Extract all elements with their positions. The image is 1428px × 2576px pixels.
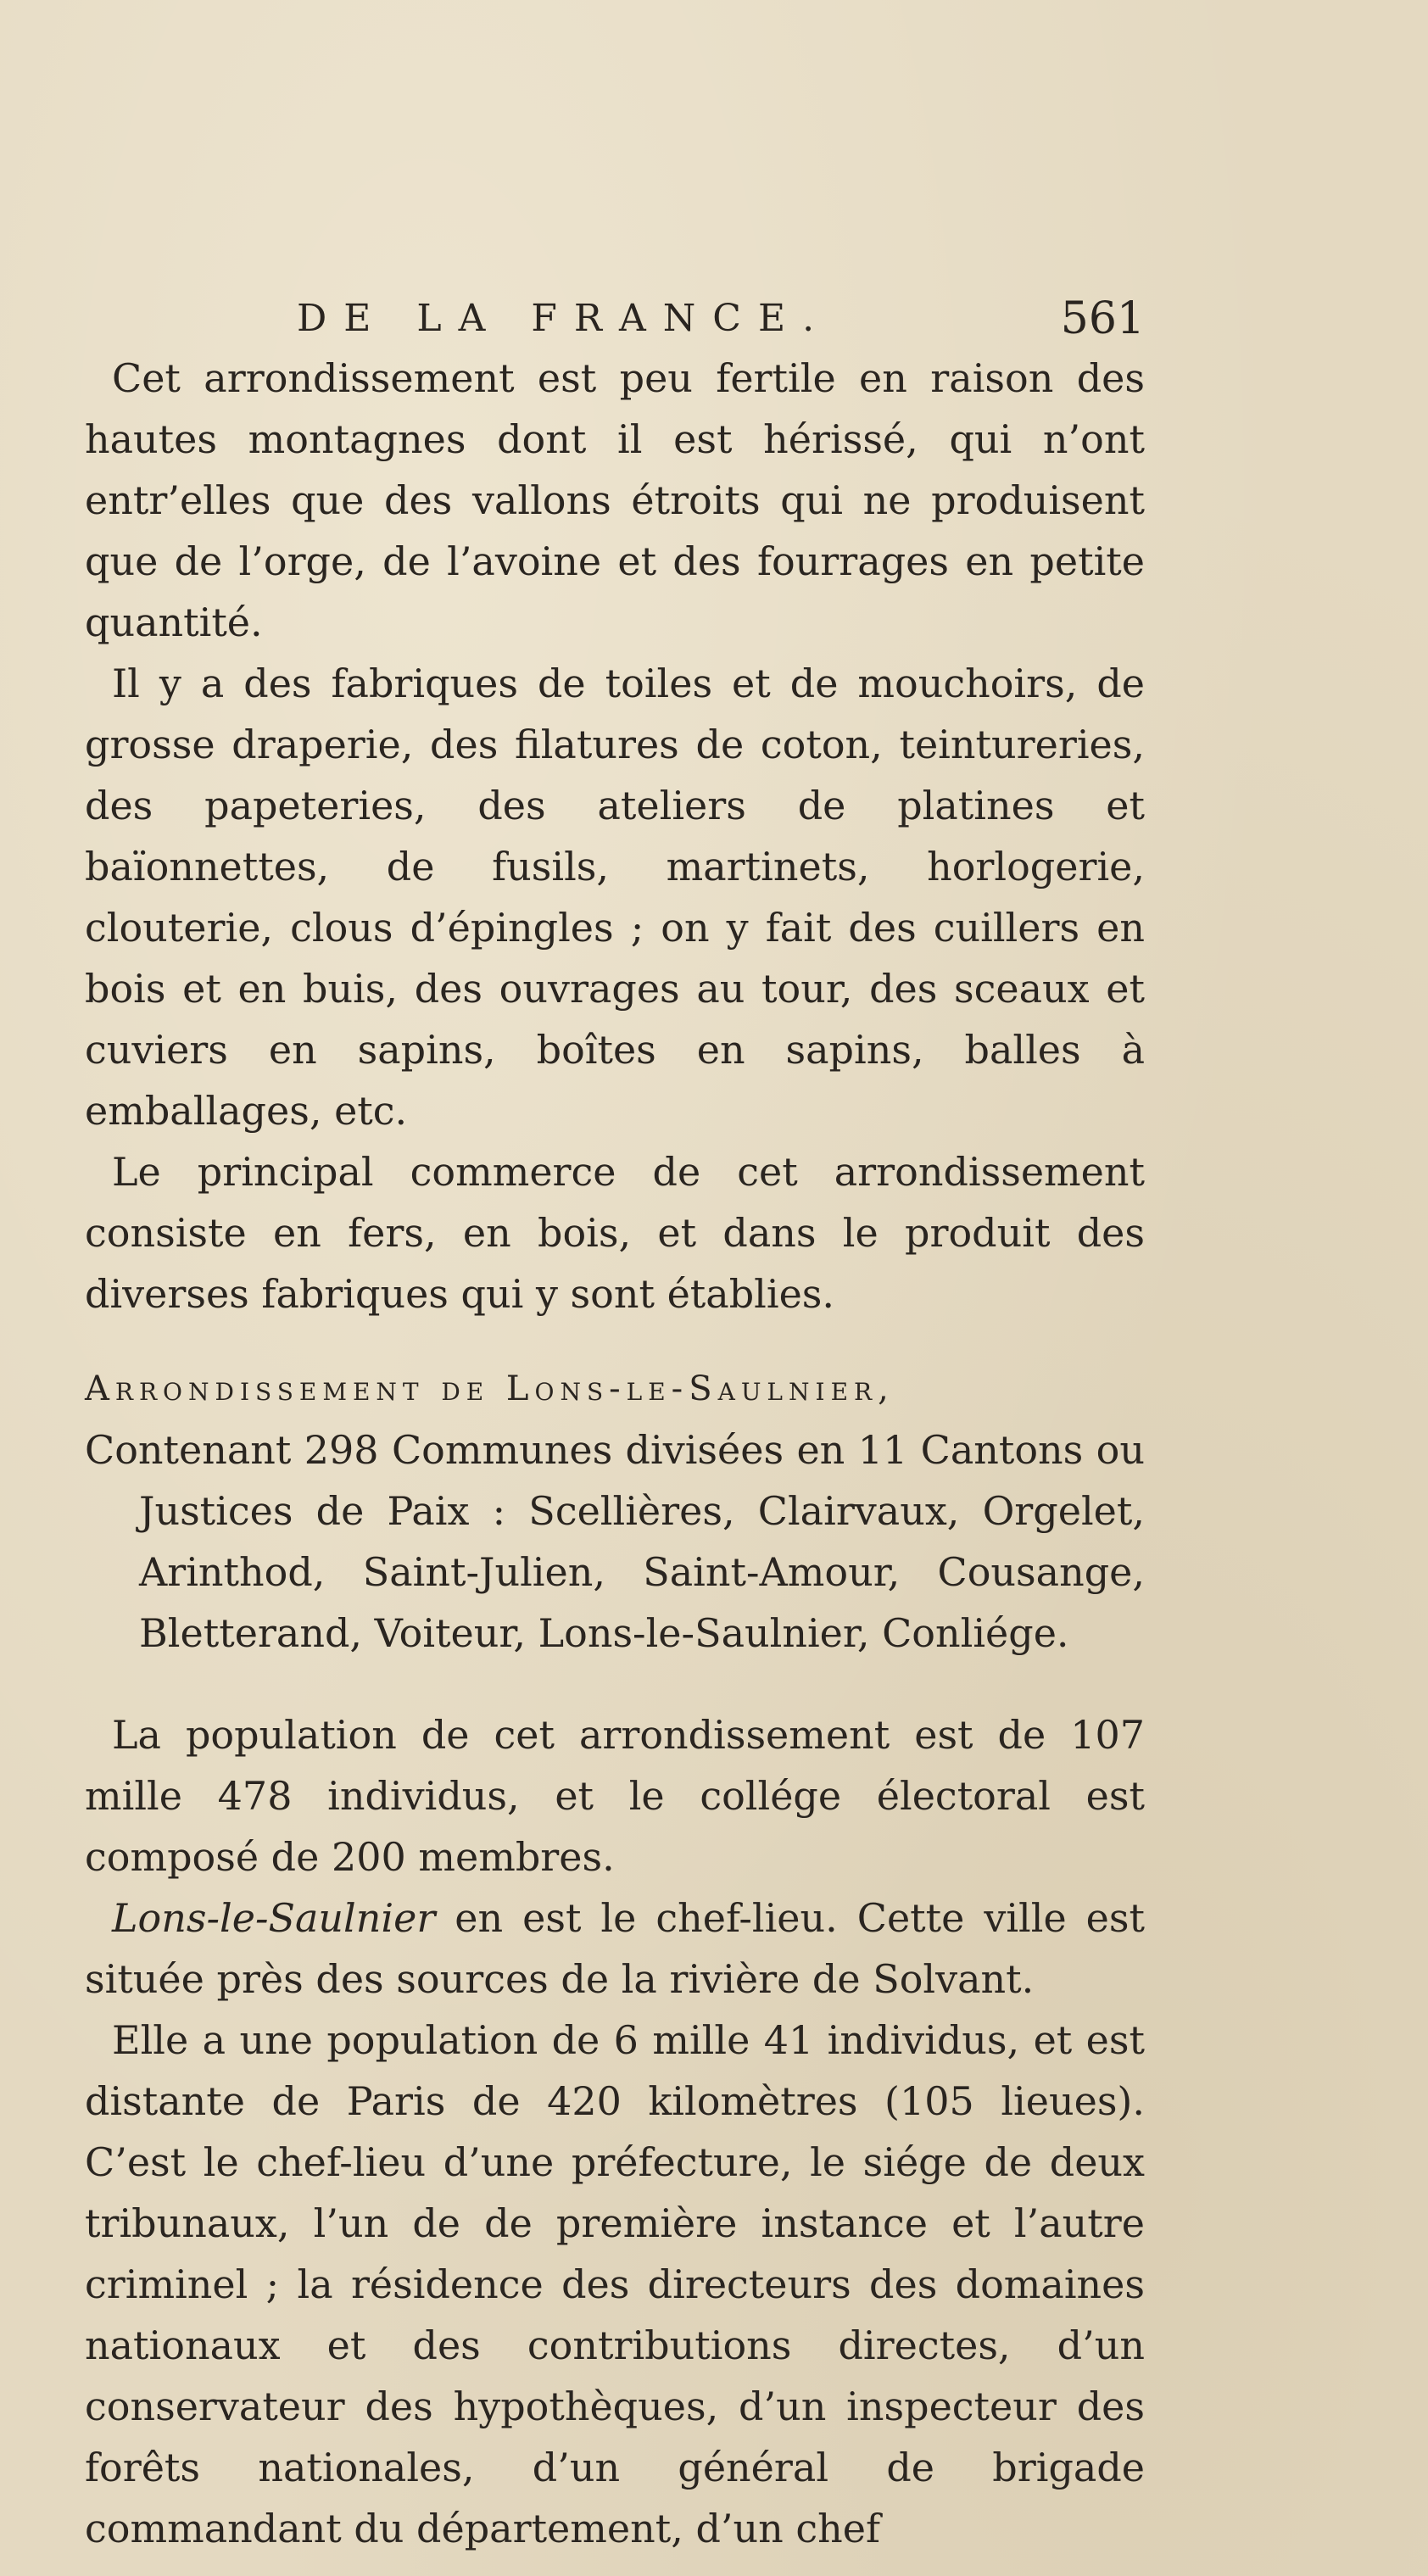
town-name-italic: Lons-le-Saulnier <box>112 1895 436 1941</box>
paragraph-commerce: Le principal commerce de cet arrondissement consiste en fers, en bois, et dans le produit des diverses fabriques qui y sont établies. <box>85 1149 1145 1317</box>
paragraph-cantons: Contenant 298 Communes divisées en 11 Cantons ou Justices de Paix : Scellières, Clairvaux, Orgelet, Arinthod, Saint-Julien, Saint-Amour, Cousange, Bletterand, Voiteur, Lons-le-Saulnier, Conliége. <box>85 1427 1145 1656</box>
paragraph-fertility: Cet arrondissement est peu fertile en raison des hautes montagnes dont il est hérissé, qui n’ont entr’elles que des vallons étroits qui ne produisent que de l’orge, de l’avoine et des fourrages en petite quantité. <box>85 355 1145 645</box>
chef-lieu-text: en est le chef-lieu. Cette ville est située près des sources de la rivière de Solvant. <box>85 1895 1145 2002</box>
paragraph-industries: Il y a des fabriques de toiles et de mouchoirs, de grosse draperie, des filatures de coton, teintureries, des papeteries, des ateliers de platines et baïonnettes, de fusils, martinets, horlogerie, clouterie, clous d’épingles ; on y fait des cuillers en bois et en buis, des ouvrages au tour, des sceaux et cuviers en sapins, boîtes en sapins, balles à emballages, etc. <box>85 661 1145 1134</box>
section-heading: Arrondissement de Lons-le-Saulnier, <box>85 1369 895 1408</box>
page-text <box>85 288 1145 2559</box>
running-title: DE LA FRANCE. <box>297 297 832 340</box>
paragraph-town-details: Elle a une population de 6 mille 41 individus, et est distante de Paris de 420 kilomètres (105 lieues). C’est le chef-lieu d’une préfecture, le siége de deux tribunaux, l’un de de première instance et l’autre criminel ; la résidence des directeurs des domaines nationaux et des contributions directes, d’un conservateur des hypothèques, d’un inspecteur des forêts nationales, d’un général de brigade commandant du département, d’un chef <box>85 2017 1145 2551</box>
page-number: 561 <box>1060 293 1145 344</box>
paragraph-population: La population de cet arrondissement est de 107 mille 478 individus, et le collége électoral est composé de 200 membres. <box>85 1712 1145 1880</box>
paragraph-chef-lieu <box>85 1887 1145 2010</box>
running-head <box>85 288 1145 344</box>
